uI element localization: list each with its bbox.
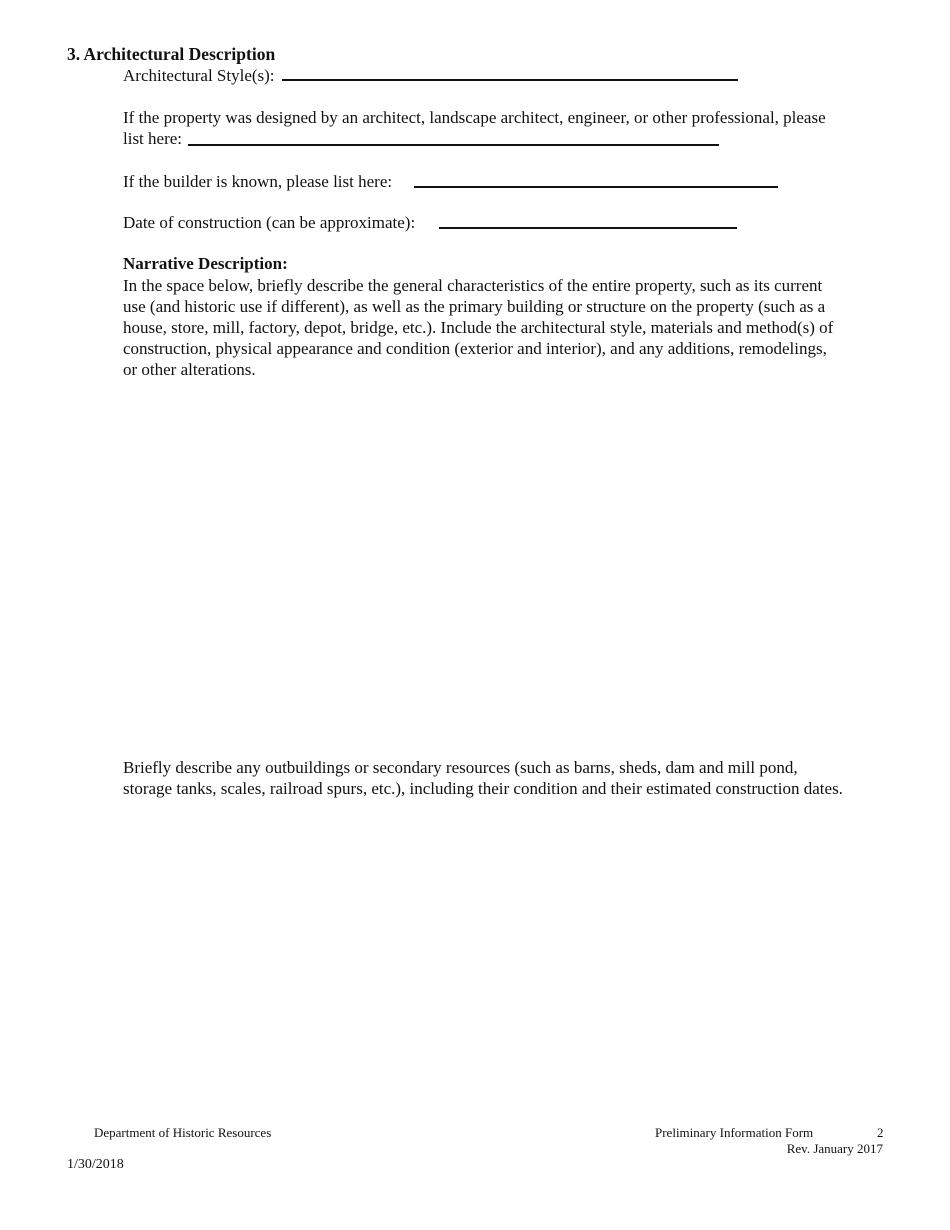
narrative-line: or other alterations. bbox=[123, 360, 256, 379]
narrative-heading: Narrative Description: bbox=[123, 254, 288, 273]
footer-revision: Rev. January 2017 bbox=[786, 1141, 883, 1156]
narrative-line: construction, physical appearance and condition (exterior and interior), and any additions, remodelings, bbox=[123, 339, 827, 358]
footer-page-number: 2 bbox=[877, 1125, 884, 1140]
narrative-instructions bbox=[123, 275, 903, 380]
construction-date-label: Date of construction (can be approximate): bbox=[123, 213, 416, 232]
construction-date-field[interactable] bbox=[439, 227, 737, 229]
narrative-line: house, store, mill, factory, depot, bridge, etc.). Include the architectural style, materials and method(s) of bbox=[123, 318, 834, 337]
narrative-response-area[interactable] bbox=[123, 385, 883, 745]
footer-form-name: Preliminary Information Form bbox=[655, 1125, 814, 1140]
designer-field[interactable] bbox=[188, 144, 719, 146]
footer-date: 1/30/2018 bbox=[67, 1157, 124, 1172]
outbuildings-line: storage tanks, scales, railroad spurs, etc.), including their condition and their estimated construction dates. bbox=[123, 779, 843, 798]
outbuildings-instructions bbox=[123, 757, 923, 799]
narrative-line: use (and historic use if different), as well as the primary building or structure on the property (such as a bbox=[123, 297, 826, 316]
architectural-style-field[interactable] bbox=[282, 79, 738, 81]
section-title: 3. Architectural Description bbox=[67, 44, 276, 64]
builder-label: If the builder is known, please list here: bbox=[123, 172, 393, 191]
outbuildings-response-area[interactable] bbox=[123, 805, 883, 1105]
builder-field[interactable] bbox=[414, 186, 778, 188]
architectural-style-label: Architectural Style(s): bbox=[123, 66, 275, 85]
narrative-line: In the space below, briefly describe the general characteristics of the entire property, such as its current bbox=[123, 276, 823, 295]
designer-prompt-line2: list here: bbox=[123, 129, 183, 148]
designer-prompt-line1: If the property was designed by an architect, landscape architect, engineer, or other professional, please bbox=[123, 108, 826, 127]
outbuildings-line: Briefly describe any outbuildings or secondary resources (such as barns, sheds, dam and mill pond, bbox=[123, 758, 798, 777]
footer-department: Department of Historic Resources bbox=[94, 1125, 272, 1140]
